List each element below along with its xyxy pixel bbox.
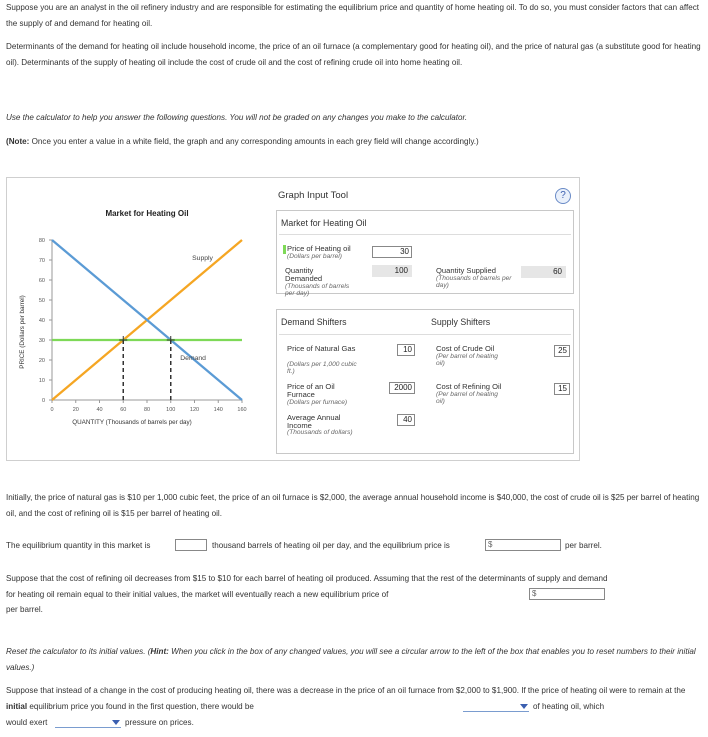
natural-gas-unit: (Dollars per 1,000 cubic ft.) (287, 361, 357, 376)
q3-text-d: would exert (6, 718, 48, 727)
income-unit: (Thousands of dollars) (287, 429, 353, 436)
reset-text-b: When you click in the box of any changed values, you will see a circular arrow to the left of the box that enables you to reset numbers to their initial values.) (6, 647, 696, 672)
q2-text-a: Suppose that the cost of refining oil decreases from $15 to $10 for each barrel of heating oil produced. Assuming that the rest of the determinants of supply and demand for heating oil remain equal to their initial values, the market will eventually reach a new equilibrium price of (6, 574, 608, 599)
intro-paragraph-1: Suppose you are an analyst in the oil refinery industry and are responsible for estimating the equilibrium price and quantity of home heating oil. To do so, you must consider factors that can affect the supply of and demand for heating oil. (6, 3, 700, 28)
note-text: Once you enter a value in a white field, the graph and any corresponding amounts in each grey field will change accordingly.) (29, 137, 479, 146)
x-tick-label: 60 (120, 407, 127, 413)
q3-text-e: pressure on prices. (125, 718, 194, 727)
y-tick-label: 40 (38, 318, 45, 324)
intro-paragraph-2: Determinants of the demand for heating oil include household income, the price of an oil furnace (a complementary good for heating oil), and the price of natural gas (a substitute good for heating oil). Determinants of the supply of heating oil include the cost of crude oil and the cost of refining crude oil into home heating oil. (6, 42, 701, 67)
x-tick-label: 20 (72, 407, 79, 413)
q3-initial-bold: initial (6, 702, 28, 711)
reset-instruction (6, 644, 702, 675)
reset-hint: Hint: (150, 647, 169, 656)
q3-text-b: equilibrium price you found in the first question, there would be (29, 702, 254, 711)
pressure-direction-dropdown[interactable] (55, 717, 121, 728)
income-label: Average Annual Income (287, 413, 341, 430)
chevron-down-icon (520, 704, 528, 709)
reset-text-a: Reset the calculator to its initial values. ( (6, 647, 151, 656)
q3-text-a: Suppose that instead of a change in the cost of producing heating oil, there was a decrease in the price of an oil furnace from $2,000 to $1,900. If the price of heating oil were to remain at the (6, 686, 686, 695)
crude-oil-input[interactable]: 25 (554, 345, 570, 357)
graph-calculator (6, 177, 580, 461)
refining-oil-label: Cost of Refining Oil (436, 382, 502, 391)
supply-shifters-title: Supply Shifters (431, 317, 491, 327)
y-tick-label: 0 (41, 398, 45, 404)
supply-label: Supply (192, 255, 213, 262)
shifters-panel (276, 309, 574, 454)
q1-text-b: thousand barrels of heating oil per day, and the equilibrium price is (212, 541, 450, 550)
note-paragraph (6, 134, 702, 150)
equilibrium-price-input[interactable]: $ (485, 539, 561, 551)
market-panel-title: Market for Heating Oil (281, 218, 367, 228)
chart-title: Market for Heating Oil (105, 209, 189, 218)
x-axis-label: QUANTITY (Thousands of barrels per day) (72, 419, 192, 426)
income-input[interactable]: 40 (397, 414, 415, 426)
market-panel-divider (279, 234, 571, 235)
note-label: (Note: (6, 137, 30, 146)
oil-furnace-label: Price of an Oil Furnace (287, 382, 335, 399)
y-tick-label: 20 (38, 358, 45, 364)
graph-input-tool-title: Graph Input Tool (278, 190, 349, 201)
help-icon[interactable]: ? (555, 188, 571, 204)
quantity-demanded-unit: (Thousands of barrels per day) (285, 283, 350, 298)
y-tick-label: 60 (38, 278, 45, 284)
x-tick-label: 140 (213, 407, 223, 413)
refining-oil-input[interactable]: 15 (554, 383, 570, 395)
quantity-supplied-value: 60 (521, 266, 566, 278)
demand-label: Demand (180, 355, 206, 362)
q1-text-a: The equilibrium quantity in this market is (6, 541, 151, 550)
quantity-supplied-label: Quantity Supplied (436, 266, 496, 275)
y-tick-label: 30 (38, 338, 45, 344)
crude-oil-unit: (Per barrel of heating oil) (436, 353, 498, 368)
initial-conditions: Initially, the price of natural gas is $10 per 1,000 cubic feet, the price of an oil furnace is $2,000, the average annual household income is $40,000, the cost of crude oil is $25 per barrel of heating oil, and the cost of refining oil is $15 per barrel of heating oil. (6, 493, 700, 518)
shortage-surplus-dropdown[interactable] (463, 701, 529, 712)
x-tick-label: 40 (96, 407, 103, 413)
y-tick-label: 50 (38, 298, 45, 304)
price-input[interactable]: 30 (372, 246, 412, 258)
q3-text-c: of heating oil, which (533, 702, 605, 711)
quantity-demanded-value: 100 (372, 265, 412, 277)
market-chart[interactable] (7, 178, 267, 448)
y-tick-label: 80 (38, 238, 45, 244)
refining-oil-unit: (Per barrel of heating oil) (436, 391, 498, 406)
demand-shifters-title: Demand Shifters (281, 317, 347, 327)
x-tick-label: 100 (166, 407, 176, 413)
y-tick-label: 70 (38, 258, 45, 264)
quantity-demanded-label: Quantity Demanded (285, 266, 323, 283)
q3-line-2 (6, 702, 254, 711)
q1-text-c: per barrel. (565, 541, 602, 550)
shifters-panel-divider (279, 334, 571, 335)
price-unit: (Dollars per barrel) (287, 253, 342, 260)
oil-furnace-input[interactable]: 2000 (389, 382, 415, 394)
quantity-supplied-unit: (Thousands of barrels per day) (436, 275, 512, 290)
equilibrium-quantity-input[interactable] (175, 539, 207, 551)
x-tick-label: 120 (189, 407, 200, 413)
y-axis-label: PRICE (Dollars per barrel) (19, 295, 26, 369)
price-indicator (283, 245, 286, 254)
x-tick-label: 80 (143, 407, 151, 413)
market-panel (276, 210, 574, 298)
x-tick-label: 160 (237, 407, 247, 413)
y-tick-label: 10 (38, 378, 45, 384)
natural-gas-label: Price of Natural Gas (287, 344, 356, 353)
crude-oil-label: Cost of Crude Oil (436, 344, 495, 353)
natural-gas-input[interactable]: 10 (397, 344, 415, 356)
x-tick-label: 0 (50, 407, 54, 413)
new-equilibrium-price-input[interactable]: $ (529, 588, 605, 600)
q2-text-b: per barrel. (6, 605, 43, 614)
calculator-instruction: Use the calculator to help you answer the following questions. You will not be graded on any changes you make to the calculator. (6, 113, 468, 122)
price-label: Price of Heating oil (287, 244, 351, 253)
chevron-down-icon (112, 720, 120, 725)
oil-furnace-unit: (Dollars per furnace) (287, 399, 348, 406)
